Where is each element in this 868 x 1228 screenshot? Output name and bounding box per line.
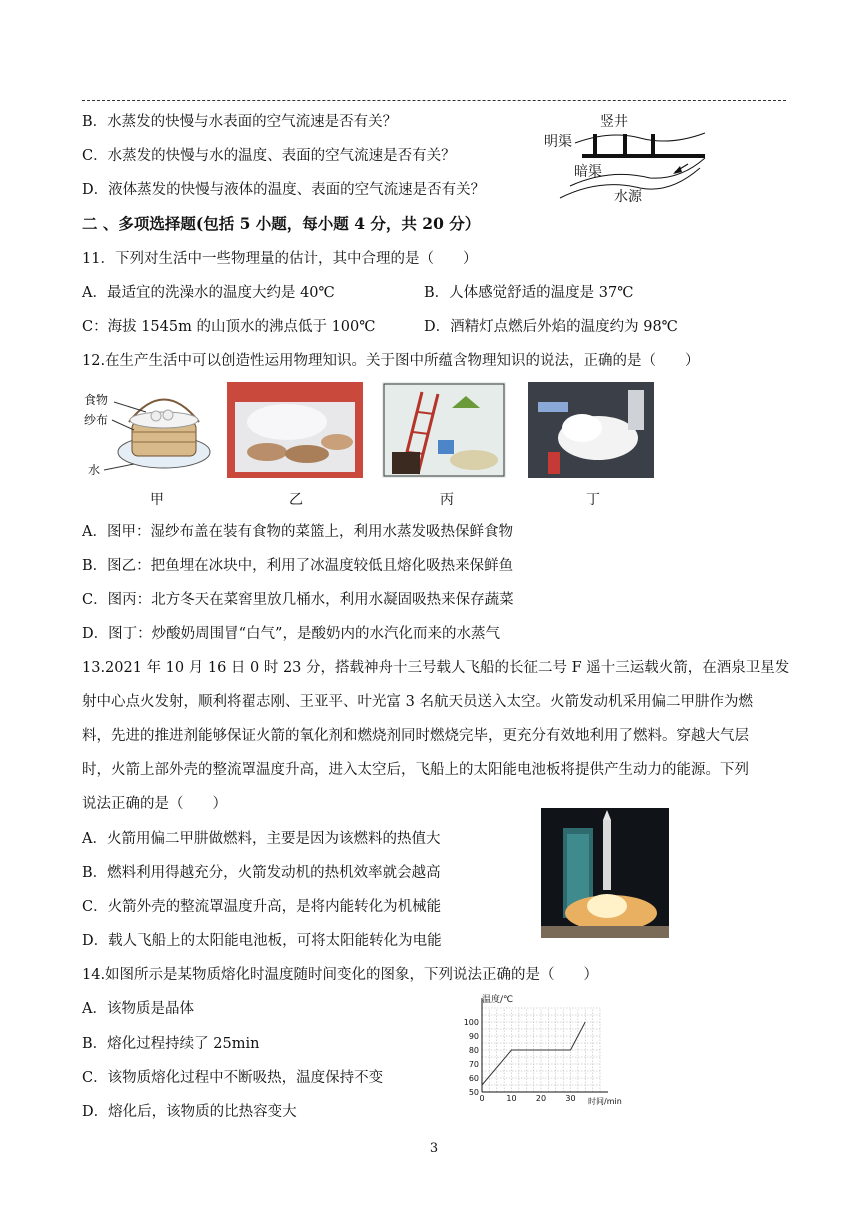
q11-option-b: B．人体感觉舒适的温度是 37℃ [424, 285, 634, 301]
q10-option-b: B．水蒸发的快慢与水表面的空气流速是否有关？ [82, 114, 398, 130]
q14-option-d: D．熔化后，该物质的比热容变大 [82, 1104, 297, 1120]
q11-option-c: C：海拔 1545m 的山顶水的沸点低于 100℃ [82, 319, 376, 335]
q13-option-b: B．燃料利用得越充分，火箭发动机的热机效率就会越高 [82, 865, 441, 881]
x-tick-label: 20 [535, 1094, 547, 1103]
q13-option-a: A．火箭用偏二甲肼做燃料，主要是因为该燃料的热值大 [82, 831, 441, 847]
figure-yi-fish-in-ice [227, 382, 363, 478]
figure-ding-fried-yogurt [528, 382, 654, 478]
rocket-launch-photo [541, 808, 669, 938]
caption-ding: 丁 [586, 492, 600, 508]
x-tick-label: 10 [506, 1094, 517, 1103]
figure-jia-basket [84, 382, 214, 482]
q12-option-d: D．图丁：炒酸奶周围冒“白气”，是酸奶内的水汽化而来的水蒸气 [82, 626, 500, 642]
y-tick-label: 60 [468, 1074, 479, 1083]
q10-option-d: D．液体蒸发的快慢与液体的温度、表面的空气流速是否有关？ [82, 182, 486, 198]
label-shaft: 竖井 [600, 114, 628, 130]
label-food: 食物 [84, 393, 109, 407]
q13-option-c: C．火箭外壳的整流罩温度升高，是将内能转化为机械能 [82, 899, 442, 915]
q14-option-a: A．该物质是晶体 [82, 1001, 194, 1017]
q13-option-d: D．载人飞船上的太阳能电池板，可将太阳能转化为电能 [82, 933, 442, 949]
q12-option-a: A．图甲：湿纱布盖在装有食物的菜篮上，利用水蒸发吸热保鲜食物 [82, 524, 513, 540]
q11-stem: 11．下列对生活中一些物理量的估计，其中合理的是（ ） [82, 251, 478, 267]
label-underground-channel: 暗渠 [574, 164, 602, 180]
y-tick-label: 50 [468, 1088, 479, 1097]
q14-option-c: C．该物质熔化过程中不断吸热，温度保持不变 [82, 1070, 384, 1086]
melting-chart [456, 992, 626, 1110]
x-axis-label: 时间/min [588, 1097, 622, 1106]
q11-option-d: D．酒精灯点燃后外焰的温度约为 98℃ [424, 319, 678, 335]
caption-yi: 乙 [289, 492, 303, 508]
q10-option-c: C．水蒸发的快慢与水的温度、表面的空气流速是否有关？ [82, 148, 456, 164]
label-water: 水 [88, 463, 101, 477]
x-tick-label: 30 [565, 1094, 576, 1103]
y-tick-label: 90 [468, 1032, 479, 1041]
figure-bing-cellar [382, 382, 506, 478]
q12-stem: 12.在生产生活中可以创造性运用物理知识。关于图中所蕴含物理知识的说法，正确的是（ ） [82, 353, 700, 369]
q13-line-2: 射中心点火发射，顺利将翟志刚、王亚平、叶光富 3 名航天员送入太空。火箭发动机采用偏二甲肼作为燃 [82, 694, 753, 710]
caption-jia: 甲 [150, 492, 164, 508]
y-tick-label: 80 [468, 1046, 479, 1055]
q14-stem: 14.如图所示是某物质熔化时温度随时间变化的图象，下列说法正确的是（ ） [82, 967, 599, 983]
label-open-channel: 明渠 [544, 134, 572, 150]
page-number: 3 [429, 1141, 439, 1156]
y-tick-label: 100 [463, 1018, 479, 1027]
section-2-title: 二 、多项选择题(包括 5 小题，每小题 4 分，共 20 分） [82, 214, 481, 233]
header-divider [82, 100, 786, 101]
q13-line-4: 时，火箭上部外壳的整流罩温度升高，进入太空后，飞船上的太阳能电池板将提供产生动力的能源。下列 [82, 762, 749, 778]
y-tick-label: 70 [468, 1060, 479, 1069]
kariz-diagram [540, 108, 710, 208]
q12-option-b: B．图乙：把鱼埋在冰块中，利用了冰温度较低且熔化吸热来保鲜鱼 [82, 558, 514, 574]
q11-option-a: A．最适宜的洗澡水的温度大约是 40℃ [82, 285, 335, 301]
q13-line-1: 13.2021 年 10 月 16 日 0 时 23 分，搭载神舟十三号载人飞船的长征二号 F 遥十三运载火箭，在酒泉卫星发 [82, 660, 790, 676]
label-water-source: 水源 [614, 189, 642, 205]
x-tick-label: 0 [479, 1094, 485, 1103]
q13-line-5: 说法正确的是（ ） [82, 796, 227, 812]
label-gauze: 纱布 [84, 413, 109, 427]
q12-option-c: C．图丙：北方冬天在菜窖里放几桶水，利用水凝固吸热来保存蔬菜 [82, 592, 514, 608]
q14-option-b: B．熔化过程持续了 25min [82, 1036, 260, 1052]
y-axis-label: 温度/℃ [482, 995, 514, 1005]
caption-bing: 丙 [440, 492, 454, 508]
q13-line-3: 料，先进的推进剂能够保证火箭的氧化剂和燃烧剂同时燃烧完毕，更充分有效地利用了燃料。穿越大气层 [82, 728, 749, 744]
